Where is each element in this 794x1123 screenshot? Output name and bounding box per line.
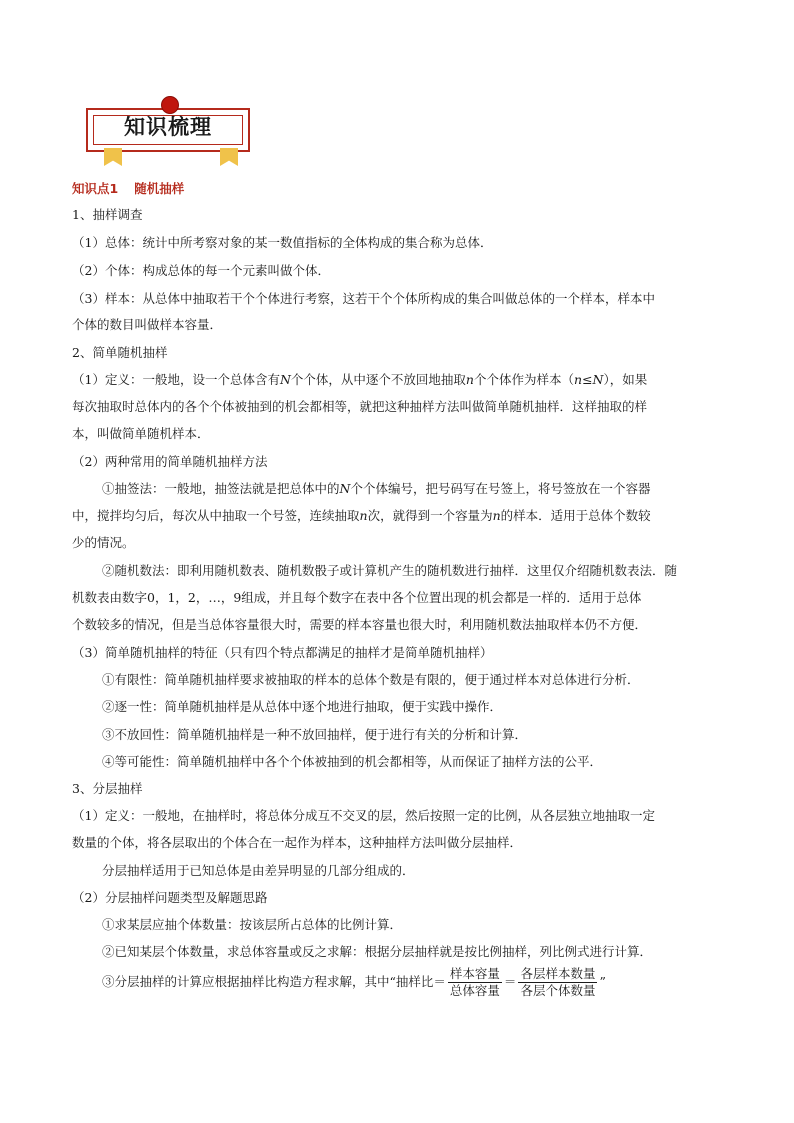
heading-sampling-survey: 1、抽样调查 [72, 207, 143, 222]
ribbon-right-icon [220, 148, 238, 166]
para-random-number-cont1: 机数表由数字0，1，2，…，9组成，并且每个数字在表中各个位置出现的机会都是一样的．适用于总体 [72, 590, 642, 605]
knowledge-point-heading [72, 179, 184, 197]
heading-simple-random: 2、简单随机抽样 [72, 345, 168, 360]
heading-two-methods: （2）两种常用的简单随机抽样方法 [72, 454, 268, 469]
para-stratified-def-cont: 数量的个体，将各层取出的个体合在一起作为样本，这种抽样方法叫做分层抽样． [72, 835, 523, 850]
feature-one-by-one: ②逐一性：简单随机抽样是从总体中逐个地进行抽取，便于实践中操作． [102, 699, 503, 714]
para-definition-cont1: 每次抽取时总体内的各个个体被抽到的机会都相等，就把这种抽样方法叫做简单随机抽样．这样抽取的样 [72, 399, 648, 414]
ribbon-left-icon [104, 148, 122, 166]
heading-stratified: 3、分层抽样 [72, 781, 143, 796]
para-population: （1）总体：统计中所考察对象的某一数值指标的全体构成的集合称为总体． [72, 235, 493, 250]
type-layer-count: ①求某层应抽个体数量：按该层所占总体的比例计算． [102, 917, 403, 932]
para-definition: （1）定义：一般地，设一个总体含有N个个体，从中逐个不放回地抽取n个个体作为样本（n≤N），如果 [72, 372, 648, 387]
pin-icon [161, 96, 179, 114]
type-total-capacity: ②已知某层个体数量，求总体容量或反之求解：根据分层抽样就是按比例抽样，列比例式进行计算． [102, 944, 653, 959]
feature-finite: ①有限性：简单随机抽样要求被抽取的样本的总体个数是有限的，便于通过样本对总体进行分析． [102, 672, 640, 687]
fraction-sample-ratio: $\frac{\text{样本容量}}{\text{总体容量}}$ [449, 966, 500, 998]
para-definition-cont2: 本，叫做简单随机样本． [72, 426, 210, 441]
para-stratified-def: （1）定义：一般地，在抽样时，将总体分成互不交叉的层，然后按照一定的比例，从各层独立地抽取一定 [72, 808, 655, 823]
feature-equal-chance: ④等可能性：简单随机抽样中各个个体被抽到的机会都相等，从而保证了抽样方法的公平． [102, 754, 603, 769]
knowledge-point-title: 随机抽样 [134, 181, 185, 196]
para-stratified-applicable: 分层抽样适用于已知总体是由差异明显的几部分组成的． [102, 863, 415, 878]
banner-frame [86, 108, 250, 152]
section-banner [78, 96, 258, 166]
heading-features: （3）简单随机抽样的特征（只有四个特点都满足的抽样才是简单随机抽样） [72, 645, 493, 660]
type-ratio-equation: ③分层抽样的计算应根据抽样比构造方程求解，其中“抽样比＝ $\frac{\text{样本容量}}{\text{总体容量}}$ ＝ $\frac{\text{各层样本数量}}{\text{各层个体数量}}$ ” [102, 966, 606, 998]
para-sample: （3）样本：从总体中抽取若干个个体进行考察，这若干个个体所构成的集合叫做总体的一个样本，样本中 [72, 291, 655, 306]
para-lottery-cont2: 少的情况。 [72, 535, 135, 550]
para-random-number-cont2: 个数较多的情况，但是当总体容量很大时，需要的样本容量也很大时，利用随机数法抽取样本仍不方便． [72, 617, 648, 632]
para-lottery-cont1: 中，搅拌均匀后，每次从中抽取一个号签，连续抽取n次，就得到一个容量为n的样本．适用于总体个数较 [72, 508, 651, 523]
banner-title: 知识梳理 [124, 115, 212, 139]
heading-problem-types: （2）分层抽样问题类型及解题思路 [72, 890, 268, 905]
para-sample-cont: 个体的数目叫做样本容量． [72, 317, 223, 332]
fraction-layer-ratio: $\frac{\text{各层样本数量}}{\text{各层个体数量}}$ [520, 966, 596, 998]
para-random-number: ②随机数法：即利用随机数表、随机数骰子或计算机产生的随机数进行抽样．这里仅介绍随机数表法．随 [102, 563, 678, 578]
para-individual: （2）个体：构成总体的每一个元素叫做个体． [72, 263, 330, 278]
knowledge-point-label: 知识点1 [72, 181, 119, 196]
para-lottery: ①抽签法：一般地，抽签法就是把总体中的N个个体编号，把号码写在号签上，将号签放在一个容器 [102, 481, 651, 496]
feature-no-replacement: ③不放回性：简单随机抽样是一种不放回抽样，便于进行有关的分析和计算． [102, 727, 528, 742]
